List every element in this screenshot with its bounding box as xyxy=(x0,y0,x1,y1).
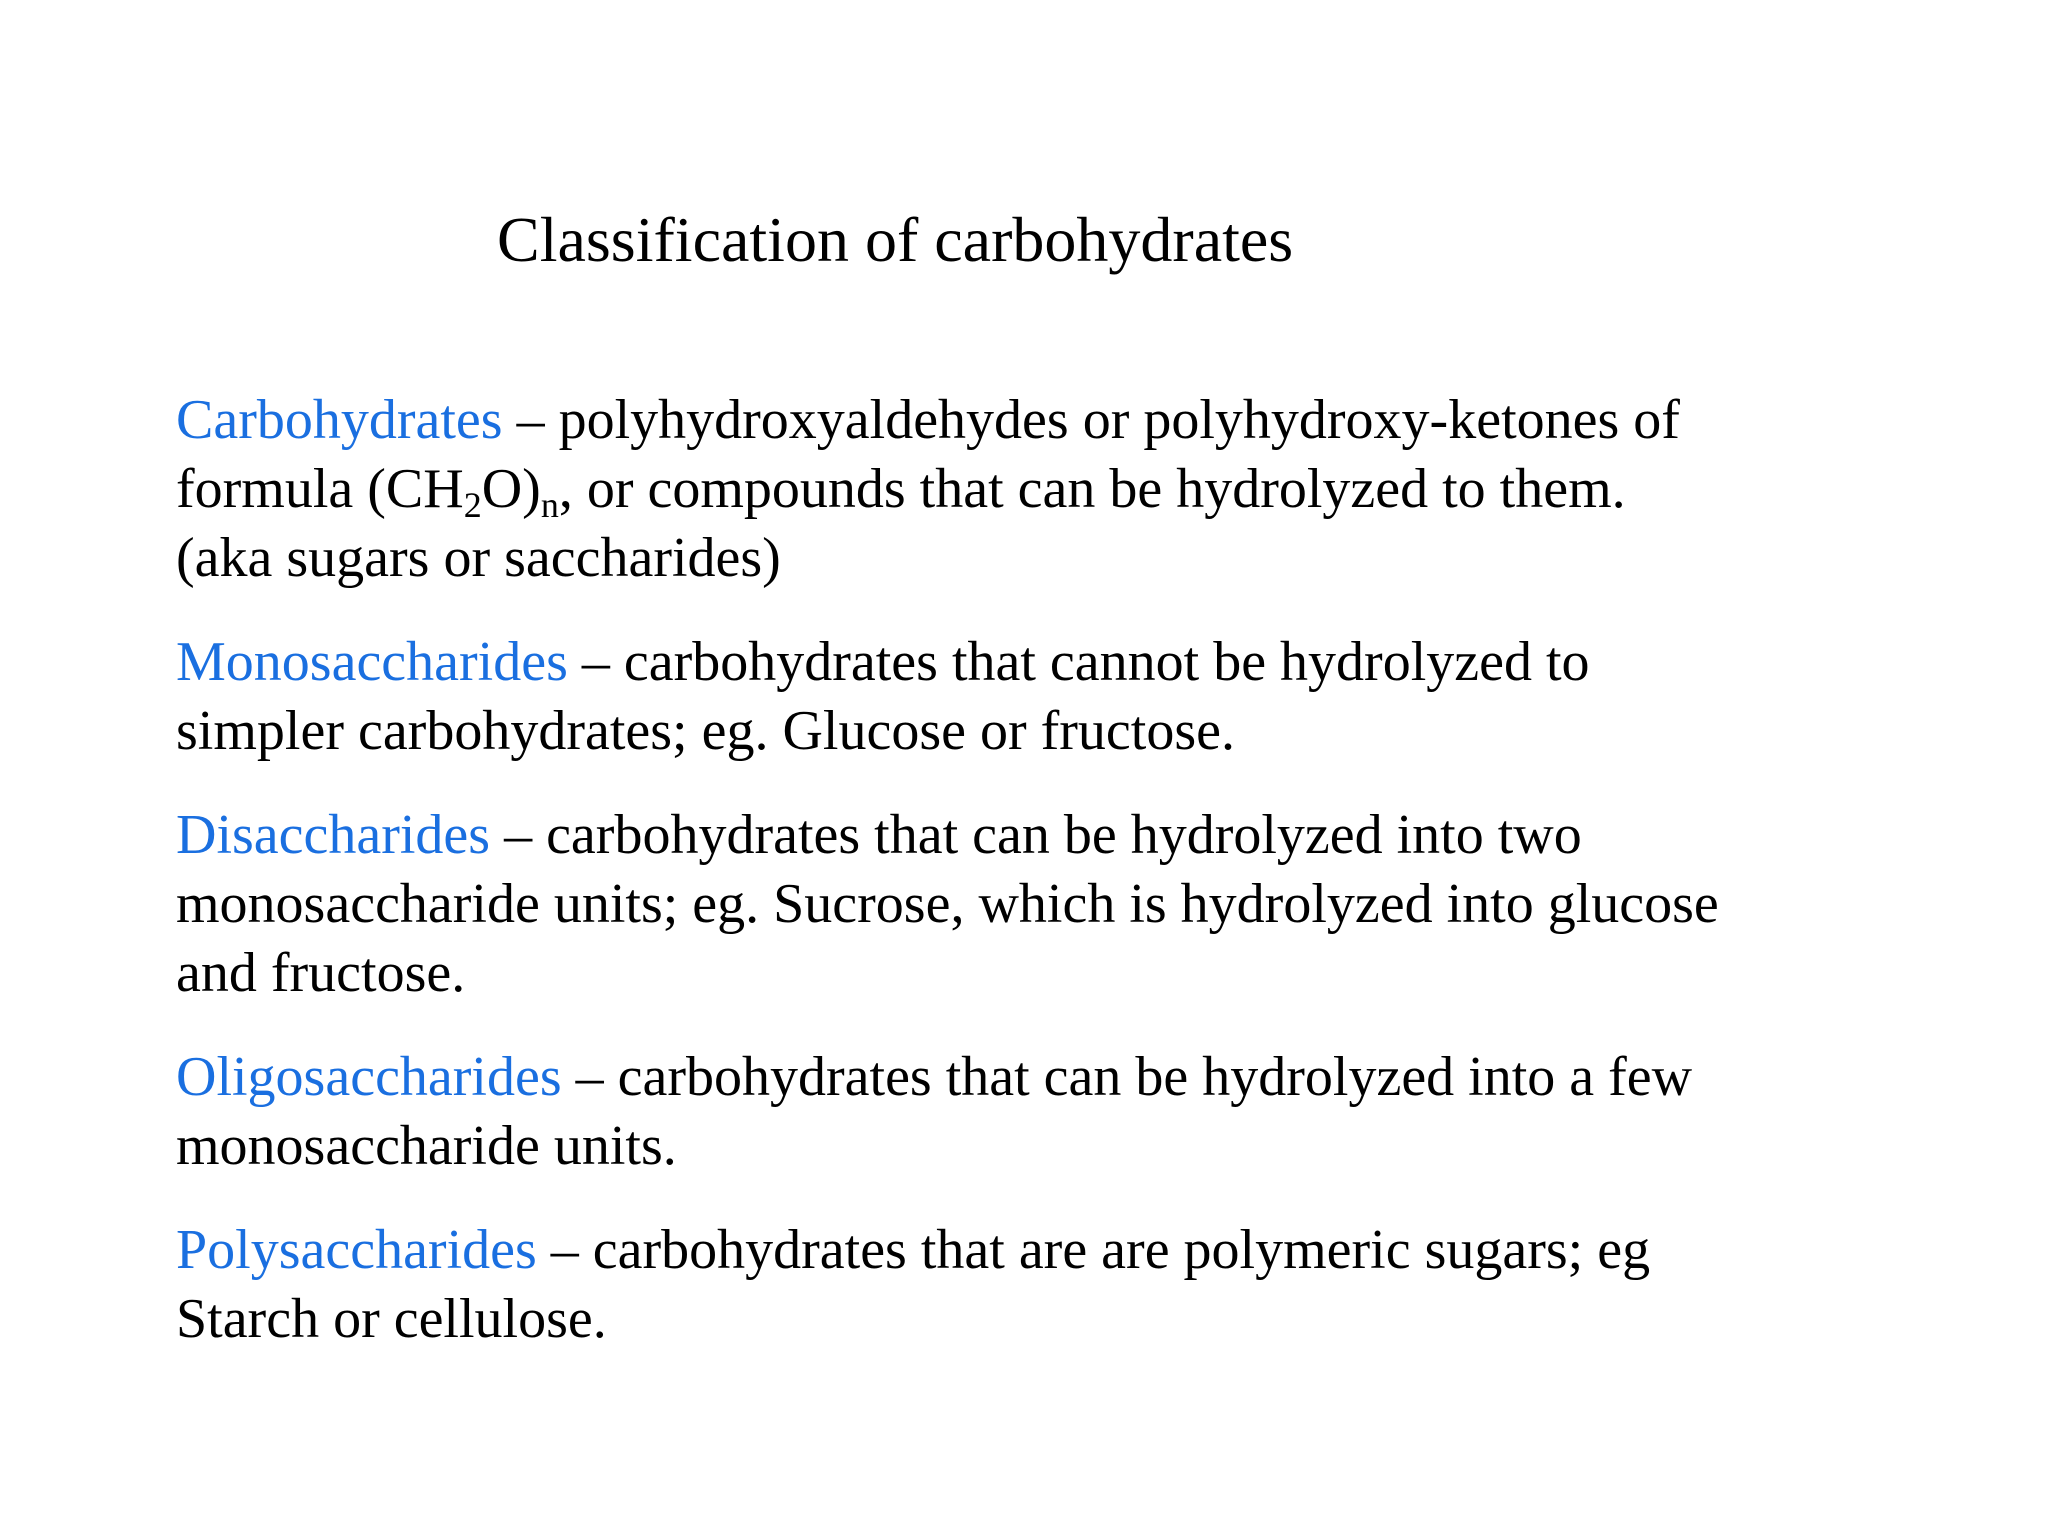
separator: – xyxy=(490,804,547,866)
separator: – xyxy=(502,389,559,451)
separator: – xyxy=(536,1219,593,1281)
separator: – xyxy=(567,631,624,693)
definition-text: (aka sugars or saccharides) xyxy=(176,527,781,589)
term-carbohydrates: Carbohydrates xyxy=(176,389,503,451)
definition-oligosaccharides xyxy=(176,1043,1856,1181)
definition-text: carbohydrates that can be hydrolyzed into a few xyxy=(617,1046,1693,1108)
definition-text: carbohydrates that are are polymeric sugars; eg xyxy=(592,1219,1651,1281)
definition-polysaccharides xyxy=(176,1216,1856,1354)
subscript: n xyxy=(540,485,559,525)
definition-disaccharides xyxy=(176,801,1856,1008)
definition-monosaccharides xyxy=(176,628,1856,766)
separator: – xyxy=(561,1046,618,1108)
definition-text: carbohydrates that cannot be hydrolyzed to xyxy=(623,631,1590,693)
definitions-list xyxy=(176,386,1856,1389)
term-polysaccharides: Polysaccharides xyxy=(176,1219,537,1281)
term-disaccharides: Disaccharides xyxy=(176,804,491,866)
definition-text: O) xyxy=(481,458,541,520)
term-oligosaccharides: Oligosaccharides xyxy=(176,1046,562,1108)
definition-text: formula (CH xyxy=(176,458,464,520)
definition-text: simpler carbohydrates; eg. Glucose or fructose. xyxy=(176,700,1235,762)
definition-text: Starch or cellulose. xyxy=(176,1288,607,1350)
definition-text: monosaccharide units; eg. Sucrose, which is hydrolyzed into glucose xyxy=(176,873,1719,935)
definition-text: , or compounds that can be hydrolyzed to them. xyxy=(558,458,1626,520)
definition-text: monosaccharide units. xyxy=(176,1115,677,1177)
definition-text: carbohydrates that can be hydrolyzed into two xyxy=(546,804,1582,866)
definition-text: polyhydroxyaldehydes or polyhydroxy-ketones of xyxy=(558,389,1680,451)
definition-carbohydrates xyxy=(176,386,1856,593)
subscript: 2 xyxy=(463,485,482,525)
definition-text: and fructose. xyxy=(176,942,466,1004)
term-monosaccharides: Monosaccharides xyxy=(176,631,568,693)
slide-title: Classification of carbohydrates xyxy=(497,204,1294,275)
